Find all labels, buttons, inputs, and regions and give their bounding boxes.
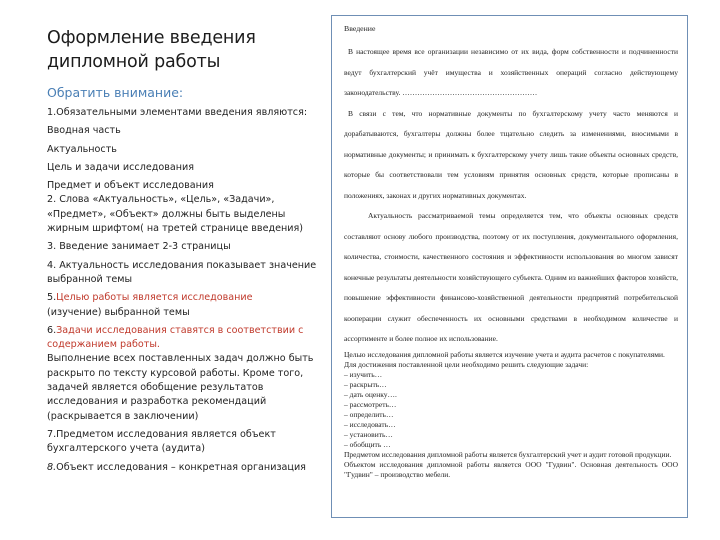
list-item: 3. Введение занимает 2-3 страницы [47, 241, 231, 253]
task-item: – изучить… [344, 369, 383, 379]
list-item [47, 461, 319, 475]
list-item: Цель и задачи исследования [47, 161, 195, 173]
slide-title [47, 26, 319, 74]
doc-paragraph: Целью исследования дипломной работы является изучение учета и аудита расчетов с покупателями. [344, 349, 665, 359]
slide-subtitle: Обратить внимание: [47, 85, 184, 100]
list-item: Вводная часть [47, 125, 121, 137]
item-text: (изучение) выбранной темы [47, 306, 190, 318]
list-item [47, 324, 319, 424]
slide-title-line1: Оформление введения [47, 28, 256, 48]
doc-paragraph: Для достижения поставленной цели необходимо решить следующие задачи: [344, 359, 589, 369]
list-item: Актуальность [47, 143, 117, 155]
list-item: 1.Обязательными элементами введения являются: [47, 107, 308, 118]
doc-heading: Введение [344, 24, 376, 33]
requirements-list [47, 106, 319, 475]
highlighted-text: Задачи исследования ставятся в соответствии с содержанием работы. [47, 324, 304, 351]
task-item: – дать оценку…. [344, 389, 397, 399]
list-item: 4. Актуальность исследования показывает значение выбранной темы [47, 259, 317, 285]
list-item: 2. Слова «Актуальность», «Цель», «Задачи», «Предмет», «Объект» должны быть выделены жирным шрифтом( на третей странице введения) [47, 194, 304, 235]
doc-paragraph: В настоящее время все организации независимо от их вида, форм собственности и подчиненности ведут бухгалтерский учёт имущества и хозяйственных операций согласно действующему законодательству. ……………………………………………… [344, 47, 678, 97]
list-item: Предмет и объект исследования [47, 180, 214, 192]
doc-paragraph: Объектом исследования дипломной работы является ООО "Гудвин". Основная деятельность ООО "Гудвин" – производство мебели. [344, 459, 678, 479]
doc-paragraph: Актуальность рассматриваемой темы определяется тем, что объекты основных средств составляют основу любого производства, поэтому от их поступления, документального оформления, количества, стоимости, качественного состояния и эффективности использования во многом зависят конечные результаты деятельности хозяйствующего субъекта. Одним из важнейших факторов хозяйств, повышение эффективности финансово-хозяйственной деятельности предприятий потребительской кооперации служит обеспеченность их основными средствами в необходимом количестве и ассортименте и более полное их использование. [344, 211, 678, 343]
sample-introduction-page [331, 15, 688, 518]
slide-title-line2: дипломной работы [47, 52, 221, 72]
slide-text-panel [47, 26, 319, 475]
list-item: 7.Предметом исследования является объект бухгалтерского учета (аудита) [47, 428, 276, 455]
doc-paragraph: В связи с тем, что нормативные документы по бухгалтерскому учету часто меняются и дорабатываются, бухгалтеры должны более тщательно следить за изменениями, вносимыми в нормативные документы; и принимать к бухгалтерскому учету лишь такие объекты основных средств, которые бы соответствовали тем условиям принятия основных средств, которые прописаны в положениях, законах и других нормативных документах. [344, 108, 678, 200]
item-number: 6. [47, 324, 57, 336]
highlighted-text: Целью работы является исследование [56, 292, 253, 304]
doc-paragraph: Предметом исследования дипломной работы является бухгалтерский учет и аудит готовой продукции. [344, 449, 672, 459]
item-number: 5. [47, 292, 57, 304]
task-item: – обобщить … [344, 439, 391, 449]
list-item [47, 291, 319, 320]
task-item: – определить… [344, 409, 394, 419]
task-item: – установить… [344, 429, 393, 439]
task-item: – исследовать… [344, 419, 396, 429]
item-text: Выполнение всех поставленных задач должно быть раскрыто по тексту курсовой работы. Кроме того, задачей является обобщение результатов исследования и разработка рекомендаций (раскрывается в заключении) [47, 353, 314, 422]
item-text: Объект исследования – конкретная организация [56, 461, 306, 473]
task-item: – рассмотреть… [344, 399, 397, 409]
task-item: – раскрыть… [344, 379, 387, 389]
item-number: 8. [47, 461, 57, 473]
